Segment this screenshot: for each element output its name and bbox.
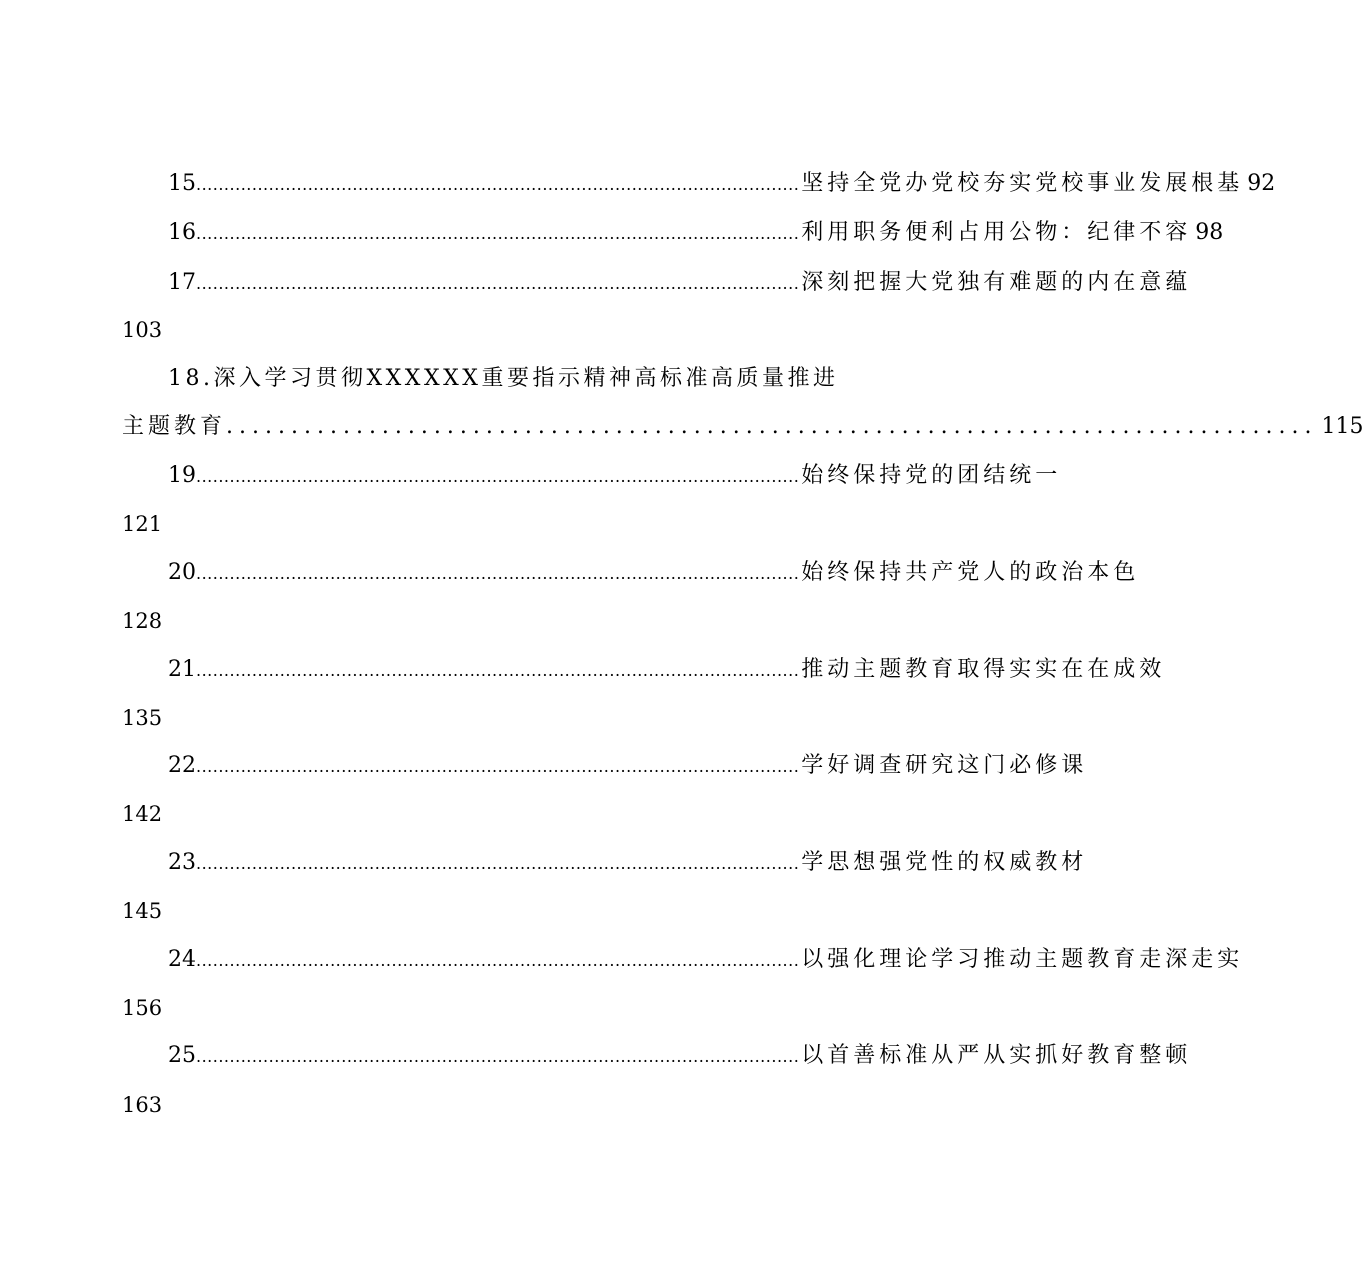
toc-entry-title: 始终保持党的团结统一 — [801, 463, 1062, 488]
toc-entry-number: 15 — [168, 171, 196, 196]
toc-entry-page: 163 — [122, 1093, 163, 1117]
toc-entry-number: 16 — [168, 220, 196, 245]
toc-entry-number: 17 — [168, 270, 196, 295]
toc-entry-20[interactable] — [168, 556, 1140, 590]
toc-leader-dots: .................................................................................... — [226, 414, 1318, 439]
toc-entry-16[interactable] — [168, 216, 1224, 250]
toc-entry-title: 始终保持共产党人的政治本色 — [801, 560, 1140, 585]
toc-leader-dots: ............................................................................................................ — [196, 564, 800, 583]
toc-leader-dots: ............................................................................................................ — [196, 1047, 800, 1066]
toc-entry-15[interactable] — [168, 167, 1276, 201]
toc-entry-24[interactable] — [168, 943, 1244, 977]
toc-leader-dots: ............................................................................................................ — [196, 757, 800, 776]
toc-entry-page: 128 — [122, 609, 163, 633]
toc-leader-dots: ............................................................................................................ — [196, 467, 800, 486]
toc-entry-number: 22 — [168, 753, 196, 778]
toc-entry-page: 142 — [122, 802, 163, 826]
toc-leader-dots: ............................................................................................................ — [196, 274, 800, 293]
toc-entry-title: 学好调查研究这门必修课 — [801, 753, 1088, 778]
toc-entry-page: 92 — [1247, 171, 1276, 196]
toc-entry-number: 23 — [168, 850, 196, 875]
toc-entry-18[interactable] — [122, 410, 1363, 444]
toc-entry-23[interactable] — [168, 846, 1088, 880]
toc-entry-title: 利用职务便利占用公物：纪律不容 — [801, 220, 1192, 245]
toc-entry-page: 121 — [122, 512, 163, 536]
toc-entry-title: 以首善标准从严从实抓好教育整顿 — [801, 1043, 1192, 1068]
toc-entry-19[interactable] — [168, 459, 1062, 493]
toc-leader-dots: ............................................................................................................ — [196, 175, 800, 194]
toc-entry-number: 25 — [168, 1043, 196, 1068]
toc-entry-page: 115 — [1321, 414, 1363, 439]
toc-leader-dots: ............................................................................................................ — [196, 951, 800, 970]
toc-leader-dots: ............................................................................................................ — [196, 854, 800, 873]
toc-entry-25[interactable] — [168, 1039, 1192, 1073]
toc-leader-dots: ............................................................................................................ — [196, 224, 800, 243]
toc-entry-title: 坚持全党办党校夯实党校事业发展根基 — [801, 171, 1244, 196]
toc-entry-title: 深刻把握大党独有难题的内在意蕴 — [801, 270, 1192, 295]
toc-entry-page: 156 — [122, 996, 163, 1020]
toc-entry-title-line2: 主题教育 — [122, 414, 227, 439]
toc-entry-title: 推动主题教育取得实实在在成效 — [801, 657, 1166, 682]
toc-entry-18-title-line1[interactable]: 18.深入学习贯彻XXXXXX重要指示精神高标准高质量推进 — [168, 366, 839, 391]
toc-entry-21[interactable] — [168, 653, 1166, 687]
toc-entry-page: 145 — [122, 899, 163, 923]
toc-entry-page: 98 — [1195, 220, 1224, 245]
toc-entry-page: 103 — [122, 318, 163, 342]
toc-entry-number: 20 — [168, 560, 196, 585]
toc-entry-page: 135 — [122, 706, 163, 730]
toc-entry-number: 19 — [168, 463, 196, 488]
toc-entry-title: 学思想强党性的权威教材 — [801, 850, 1088, 875]
toc-entry-22[interactable] — [168, 749, 1088, 783]
toc-leader-dots: ............................................................................................................ — [196, 661, 800, 680]
toc-entry-title: 以强化理论学习推动主题教育走深走实 — [801, 947, 1244, 972]
toc-entry-number: 21 — [168, 657, 196, 682]
toc-entry-17[interactable] — [168, 266, 1192, 300]
toc-entry-number: 24 — [168, 947, 196, 972]
